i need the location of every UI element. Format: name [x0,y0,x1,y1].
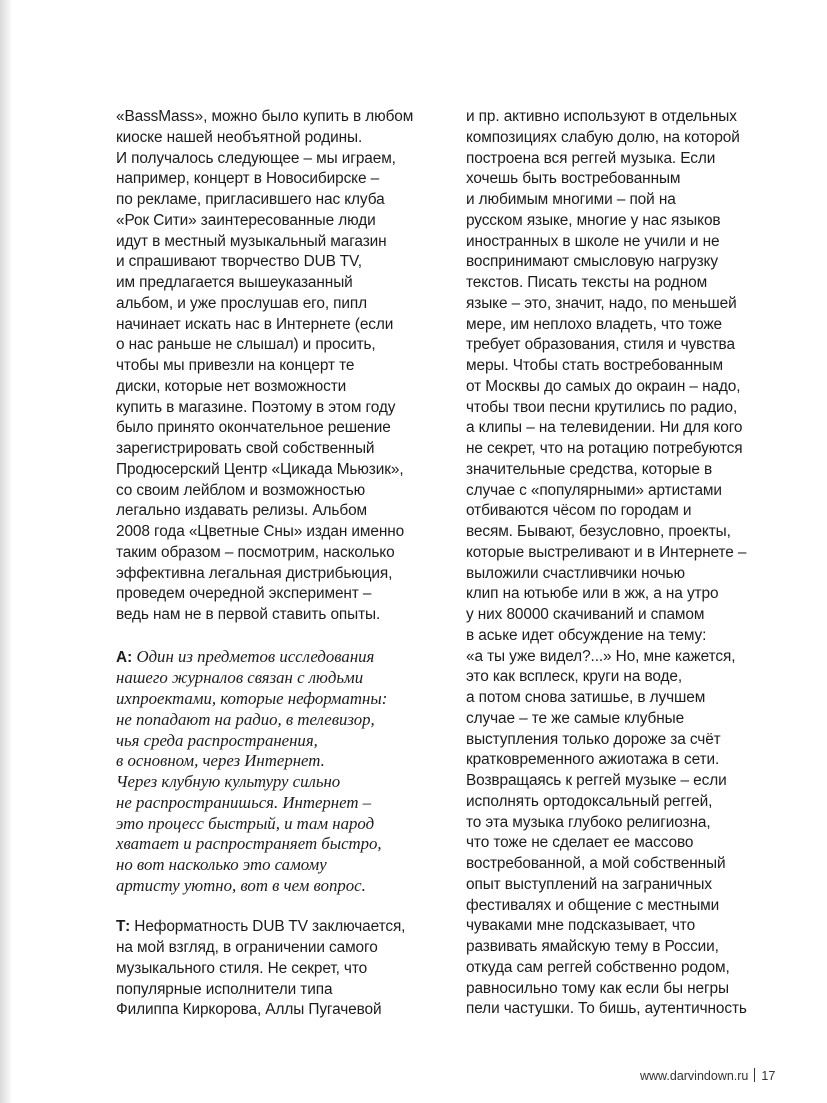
text-line: диски, которые нет возможности [116,377,347,395]
text-line: хочешь быть востребованным [466,170,681,188]
text-line: востребованной, а мой собственный [466,855,726,872]
question-line: Через клубную культуру сильно [116,772,341,791]
text-line: от Москвы до самых до окраин – надо, [466,377,741,395]
text-line: воспринимают смысловую нагрузку [466,253,718,271]
text-line: 2008 года «Цветные Сны» издан именно [116,523,405,540]
text-line: выступления только дороже за счёт [466,730,721,748]
right-column [466,107,788,1020]
text-line: текстов. Писать тексты на родном [466,274,708,291]
question-line [116,647,440,669]
text-line: Возвращаясь к реггей музыке – если [466,772,727,789]
text-line: мере, им неплохо владеть, что тоже [466,315,723,333]
text-line: иностранных в школе не учили и не [466,232,720,250]
text-line: опыт выступлений на заграничных [466,875,712,893]
question-line: это процесс быстрый, и там народ [116,813,375,833]
text-line: что тоже не сделает ее массово [466,834,694,852]
text-line: идут в местный музыкальный магазин [116,232,387,250]
answer-line: Филиппа Киркорова, Аллы Пугачевой [116,1001,382,1019]
text-line: кратковременного ажиотажа в сети. [466,751,720,769]
text-line: о нас раньше не слышал) и просить, [116,336,376,354]
text-line: равносильно тому как если бы негры [466,979,729,997]
text-line: им предлагается вышеуказанный [116,274,353,291]
page-footer [640,1068,775,1083]
text-line: легально издавать релизы. Альбом [116,502,368,520]
answer-text: Неформатность DUB TV заключается, [130,918,406,936]
text-line: чтобы мы привезли на концерт те [116,357,355,374]
page-number: 17 [761,1069,776,1083]
question-line: чья среда распространения, [116,730,318,750]
text-line: И получалось следующее – мы играем, [116,149,396,167]
speaker-label: А: [116,648,133,666]
text-line: случае – те же самые клубные [466,709,685,727]
text-line: весям. Бывают, безусловно, проекты, [466,523,731,540]
text-line: «BassMass», можно было купить в любом [116,108,414,125]
footer-site: www.darvindown.ru [640,1069,749,1083]
left-column [116,107,440,1021]
text-line: требует образования, стиля и чувства [466,336,735,354]
text-line: чтобы твои песни крутились по радио, [466,398,738,416]
text-line: альбом, и уже прослушав его, пипл [116,294,368,312]
answer-line: на мой взгляд, в ограничении самого [116,939,378,956]
text-line: начинает искать нас в Интернете (если [116,315,394,333]
question-line: хватает и распространяет быстро, [116,834,382,854]
text-line: у них 80000 скачиваний и спамом [466,606,705,623]
text-line: откуда сам реггей собственно родом, [466,958,730,976]
text-line: выложили счастливчики ночью [466,564,685,582]
question-line: не распространишься. Интернет – [116,792,372,812]
page-spine-shadow [0,0,12,1103]
answer-line: музыкального стиля. Не секрет, что [116,959,368,977]
text-line: эффективна легальная дистрибьюция, [116,564,393,582]
text-line: отбиваются чёсом по городам и [466,502,692,520]
text-line: значительные средства, которые в [466,460,713,478]
text-line: со своим лейблом и возможностью [116,481,366,499]
text-line: купить в магазине. Поэтому в этом году [116,398,396,416]
question-line: ихпроектами, которые неформатны: [116,689,388,708]
text-line: пели частушки. То бишь, аутентичность [466,1000,747,1018]
text-line: развивать ямайскую тему в России, [466,938,719,955]
text-line: «Рок Сити» заинтересованные люди [116,211,376,229]
answer-line [116,917,440,938]
text-line: и спрашивают творчество DUB TV, [116,253,362,271]
question-line: в основном, через Интернет. [116,751,325,771]
text-line: зарегистрировать свой собственный [116,440,375,457]
question-line: артисту уютно, вот в чем вопрос. [116,875,366,895]
paragraph-intro [116,107,440,626]
text-line: композициях слабую долю, на которой [466,128,740,146]
text-line: и пр. активно используют в отдельных [466,108,737,125]
text-line: проведем очередной эксперимент – [116,585,372,603]
text-line: не секрет, что на ротацию потребуются [466,440,743,457]
text-line: в аське идет обсуждение на тему: [466,626,707,644]
question-block [116,647,440,897]
text-line: исполнять ортодоксальный реггей, [466,792,713,810]
text-line: языке – это, значит, надо, по меньшей [466,294,737,312]
text-line: а клипы – на телевидении. Ни для кого [466,419,743,437]
answer-block [116,917,440,1021]
text-line: а потом снова затишье, в лучшем [466,689,706,706]
text-line: и любимым многими – пой на [466,191,676,208]
text-line: русском языке, многие у нас языков [466,211,721,229]
text-line: то эта музыка глубоко религиозна, [466,813,711,831]
text-line: чуваками мне подсказывает, что [466,917,696,935]
text-line: фестивалях и общение с местными [466,896,720,914]
text-line: таким образом – посмотрим, насколько [116,543,395,561]
question-line: но вот насколько это самому [116,855,327,874]
text-line: например, концерт в Новосибирске – [116,170,380,188]
text-line: построена вся реггей музыка. Если [466,149,716,167]
question-text: Один из предметов исследования [132,646,375,666]
text-line: ведь нам не в первой ставить опыты. [116,606,381,623]
question-line: не попадают на радио, в телевизор, [116,709,375,729]
text-line: меры. Чтобы стать востребованным [466,357,723,374]
text-line: «а ты уже видел?...» Но, мне кажется, [466,647,736,665]
text-line: клип на ютьюбе или в жж, а на утро [466,585,719,603]
question-line: нашего журналов связан с людьми [116,668,364,688]
text-line: которые выстреливают и в Интернете – [466,543,747,561]
text-line: случае с «популярными» артистами [466,481,722,499]
speaker-label: Т: [116,918,131,936]
text-line: Продюсерский Центр «Цикада Мьюзик», [116,460,404,478]
footer-divider [754,1068,755,1082]
answer-line: популярные исполнители типа [116,980,333,998]
text-line: по рекламе, пригласившего нас клуба [116,191,385,208]
text-line: было принято окончательное решение [116,419,391,437]
text-line: это как всплеск, круги на воде, [466,668,682,686]
text-line: киоске нашей необъятной родины. [116,128,363,146]
